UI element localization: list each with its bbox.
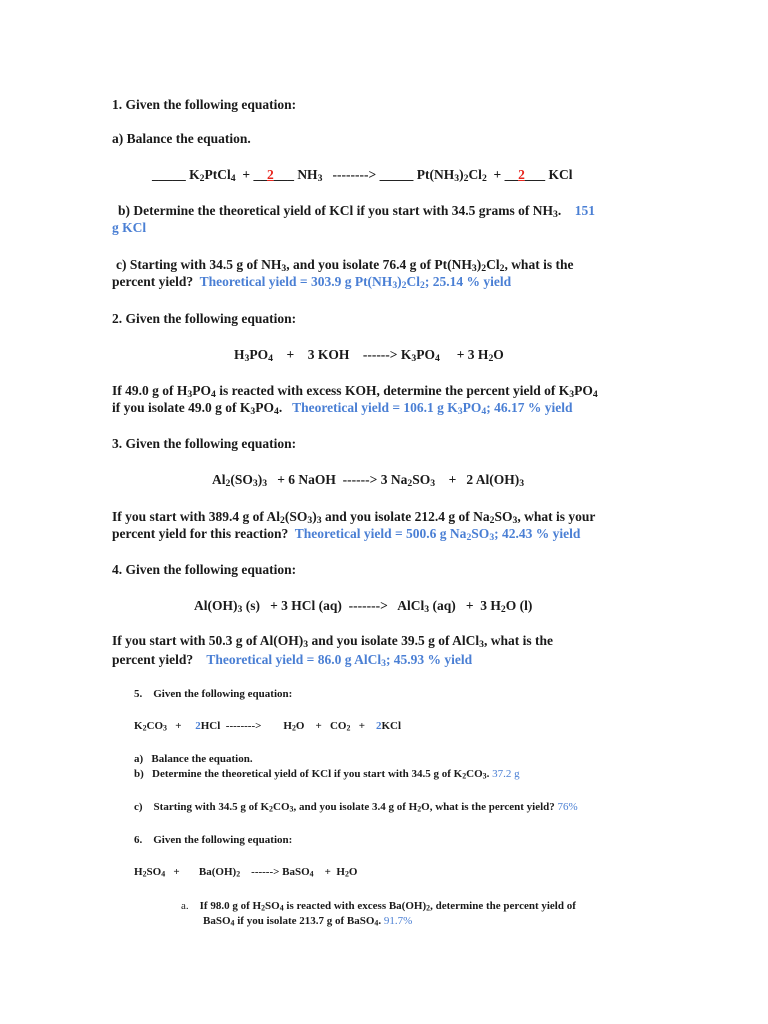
- product-kcl: KCl: [548, 167, 573, 182]
- q4-header: 4. Given the following equation:: [112, 562, 297, 577]
- q2-equation: $H_3PO_4$ + 3 KOH ------> $K_3PO_4$ + 3 $H_2O$: [234, 347, 504, 365]
- q3-question: If you start with 389.4 g of $Al_2(SO_3)_3$ and you isolate 212.4 g of $Na_2SO_3$, what is your: [112, 509, 596, 527]
- q1-part-b-answer: 151: [574, 203, 596, 218]
- q1-part-a: a) Balance the equation.: [112, 131, 251, 146]
- q1-part-c-line2: percent yield? Theoretical yield = 303.9 g $Pt(NH_3)_2Cl_2$; 25.14 % yield: [112, 274, 512, 292]
- q3-equation: $Al_2(SO_3)_3 + 6$ NaOH ------> 3 $Na_2SO_3$ + 2 $Al(OH)_3$: [212, 472, 525, 490]
- q3-answer: Theoretical yield = 500.6 g $Na_2SO_3$; 42.43 % yield: [294, 526, 581, 544]
- q2-answer: Theoretical yield = 106.1 g $K_3PO_4$; 46.17 % yield: [292, 400, 573, 418]
- q3-question-line2: percent yield for this reaction? Theoretical yield = 500.6 g $Na_2SO_3$; 42.43 % yield: [112, 526, 581, 544]
- q1-part-c-answer: Theoretical yield = 303.9 g $Pt(NH_3)_2Cl_2$; 25.14 % yield: [199, 274, 512, 292]
- coefficient-nh3: __2___: [253, 167, 294, 182]
- q5-equation: $K_2CO_3$ + 2HCl --------> $H_2O$ + $CO_2$ + 2KCl: [134, 720, 402, 733]
- q5-part-b-answer: 37.2 g: [492, 768, 520, 780]
- q6-answer: 91.7%: [383, 915, 413, 927]
- q6-part-a: a. If 98.0 g of $H_2SO_4$ is reacted with excess $Ba(OH)_2$, determine the percent yield of: [181, 900, 576, 913]
- q1-part-c: c) Starting with 34.5 g of $NH_3$, and you isolate 76.4 g of $Pt(NH_3)_2Cl_2$, what is the: [116, 257, 574, 275]
- q1-part-b: b) Determine the theoretical yield of KCl if you start with 34.5 grams of $NH_3$. 151: [118, 203, 596, 221]
- q3-header: 3. Given the following equation:: [112, 436, 297, 451]
- q4-question-line2: percent yield? Theoretical yield = 86.0 g AlCl$_3$; 45.93 % yield: [112, 652, 473, 670]
- q4-answer: Theoretical yield = 86.0 g AlCl$_3$; 45.93 % yield: [206, 652, 473, 670]
- q5-header: 5. Given the following equation:: [134, 688, 293, 700]
- q4-question: If you start with 50.3 g of $Al(OH)_3$ and you isolate 39.5 g of AlCl$_3$, what is the: [112, 633, 554, 651]
- q5-part-b: b) Determine the theoretical yield of KCl if you start with 34.5 g of $K_2CO_3$. 37.2 g: [134, 768, 520, 781]
- q5-part-c-answer: 76%: [557, 801, 578, 813]
- q6-header: 6. Given the following equation:: [134, 834, 293, 846]
- coefficient-kcl: __2___: [504, 167, 546, 182]
- blank-coefficient: _____: [152, 167, 186, 182]
- q6-part-a-line2: BaSO$_4$ if you isolate 213.7 g of BaSO$_4$. 91.7%: [203, 915, 413, 928]
- q6-equation: $H_2SO_4$ + $Ba(OH)_2$ ------> BaSO$_4$ + $H_2O$: [134, 866, 358, 879]
- reactant-k2ptcl4: $K_2PtCl_4$: [189, 167, 236, 185]
- reactant-nh3: $NH_3$: [297, 167, 323, 185]
- q2-header: 2. Given the following equation:: [112, 311, 297, 326]
- q2-question-line2: if you isolate 49.0 g of $K_3PO_4$. Theoretical yield = 106.1 g $K_3PO_4$; 46.17 % yield: [112, 400, 573, 418]
- product-pt-complex: $Pt(NH_3)_2Cl_2$: [416, 167, 487, 185]
- q1-equation: _____ $K_2PtCl_4$ + __2___ $NH_3$ --------> _____ $Pt(NH_3)_2Cl_2$ + __2___ KCl: [152, 167, 573, 185]
- q2-question: If 49.0 g of $H_3PO_4$ is reacted with excess KOH, determine the percent yield of $K_3PO_4$: [112, 383, 598, 401]
- q4-equation: $Al(OH)_3$ (s) + 3 HCl (aq) -------> AlCl$_3$ (aq) + 3 $H_2O$ (l): [194, 598, 533, 616]
- q5-part-a: a) Balance the equation.: [134, 753, 253, 765]
- q1-part-b-answer-cont: g KCl: [112, 220, 147, 235]
- q5-part-c: c) Starting with 34.5 g of $K_2CO_3$, and you isolate 3.4 g of $H_2O$, what is the percent yield? 76%: [134, 801, 578, 814]
- reaction-arrow: -------->: [332, 167, 377, 182]
- q1-header: 1. Given the following equation:: [112, 97, 297, 112]
